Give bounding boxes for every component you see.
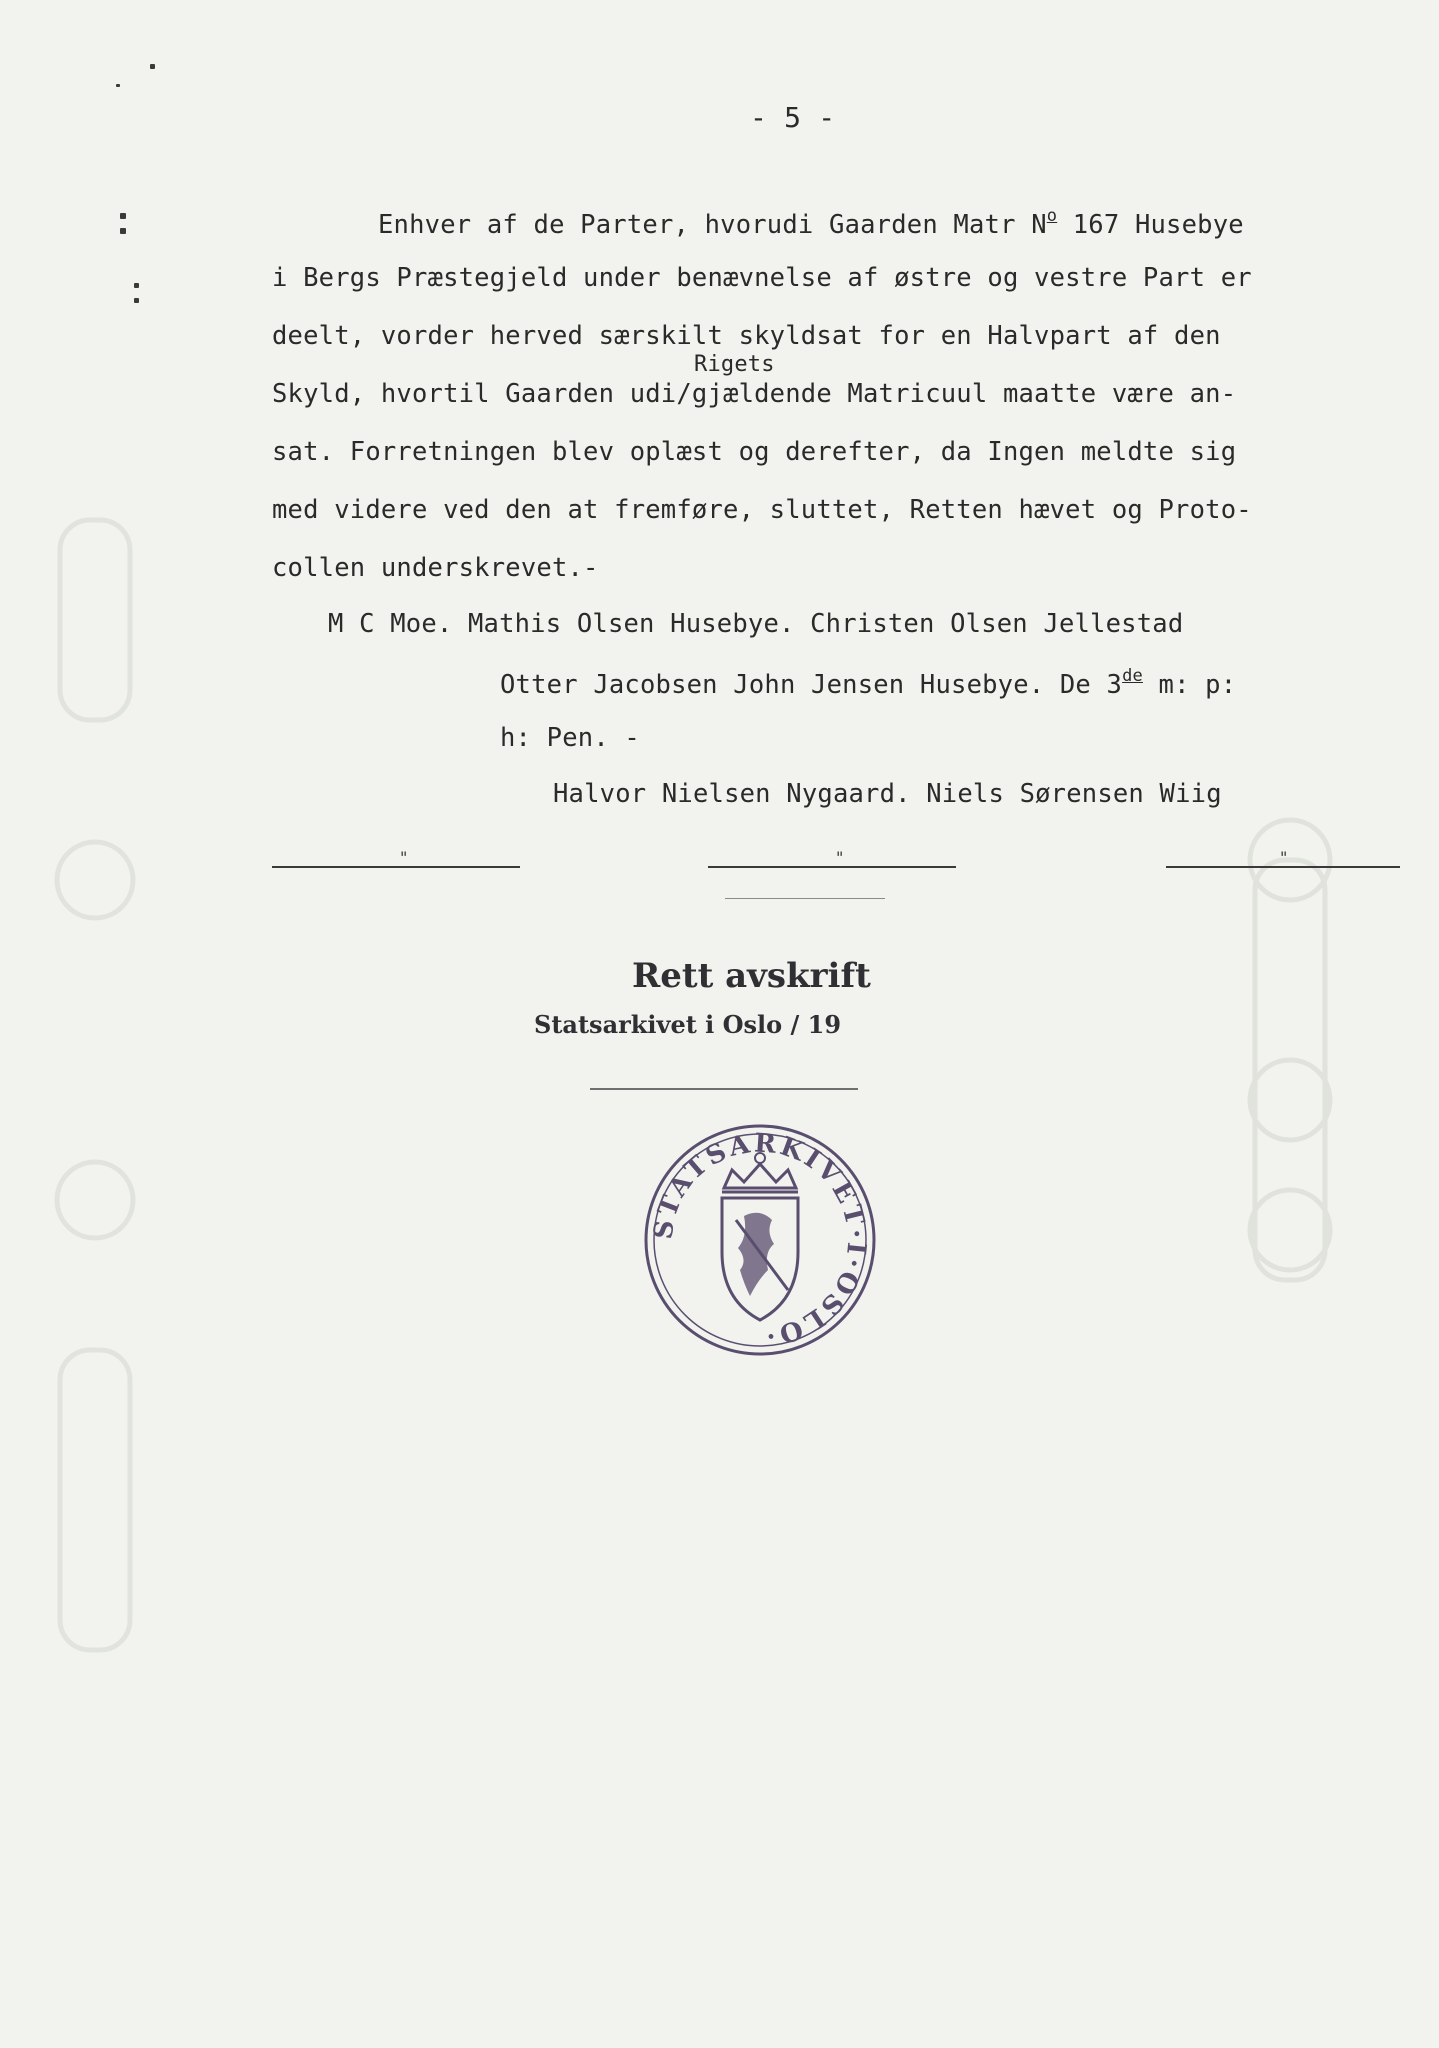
separator-rule	[708, 866, 956, 868]
stamp-title: Rett avskrift	[632, 956, 871, 996]
interlinear-insertion: Rigets	[694, 352, 775, 377]
body-line: deelt, vorder herved særskilt skyldsat for en Halvpart af den	[272, 321, 1221, 351]
signature-line: M C Moe. Mathis Olsen Husebye. Christen Olsen Jellestad	[328, 609, 1184, 639]
page-number: - 5 -	[750, 101, 836, 134]
body-line: Skyld, hvortil Gaarden udi/gjældende Matricuul maatte være an-	[272, 379, 1237, 409]
stamp-underline	[590, 1088, 858, 1090]
stamp-line: Statsarkivet i Oslo / 19	[534, 1010, 842, 1039]
margin-mark	[150, 64, 155, 69]
faint-rule	[725, 898, 885, 899]
body-line: collen underskrevet.-	[272, 553, 599, 583]
signature-line: Halvor Nielsen Nygaard. Niels Sørensen Wiig	[553, 779, 1222, 809]
body-line: sat. Forretningen blev oplæst og derefter, da Ingen meldte sig	[272, 437, 1237, 467]
margin-mark	[120, 228, 126, 234]
body-line: Enhver af de Parter, hvorudi Gaarden Matr $N^o$ 167 Husebye	[378, 206, 1244, 240]
margin-mark	[116, 84, 120, 87]
body-line: med videre ved den at fremføre, sluttet, Retten hævet og Proto-	[272, 495, 1252, 525]
margin-mark	[134, 283, 139, 288]
separator-mark: "	[1280, 848, 1288, 867]
margin-mark	[134, 298, 139, 303]
separator-rule	[272, 866, 520, 868]
signature-line: h: Pen. -	[500, 723, 640, 753]
signature-line: Otter Jacobsen John Jensen Husebye. De 3de m: p:	[500, 666, 1237, 700]
svg-text:STATSARKIVET·I·OSLO·: STATSARKIVET·I·OSLO·	[648, 1128, 872, 1352]
archive-seal	[640, 1120, 880, 1360]
separator-mark: "	[400, 848, 408, 867]
separator-mark: "	[836, 848, 844, 867]
body-line: i Bergs Præstegjeld under benævnelse af østre og vestre Part er	[272, 263, 1252, 293]
margin-mark	[120, 213, 126, 219]
